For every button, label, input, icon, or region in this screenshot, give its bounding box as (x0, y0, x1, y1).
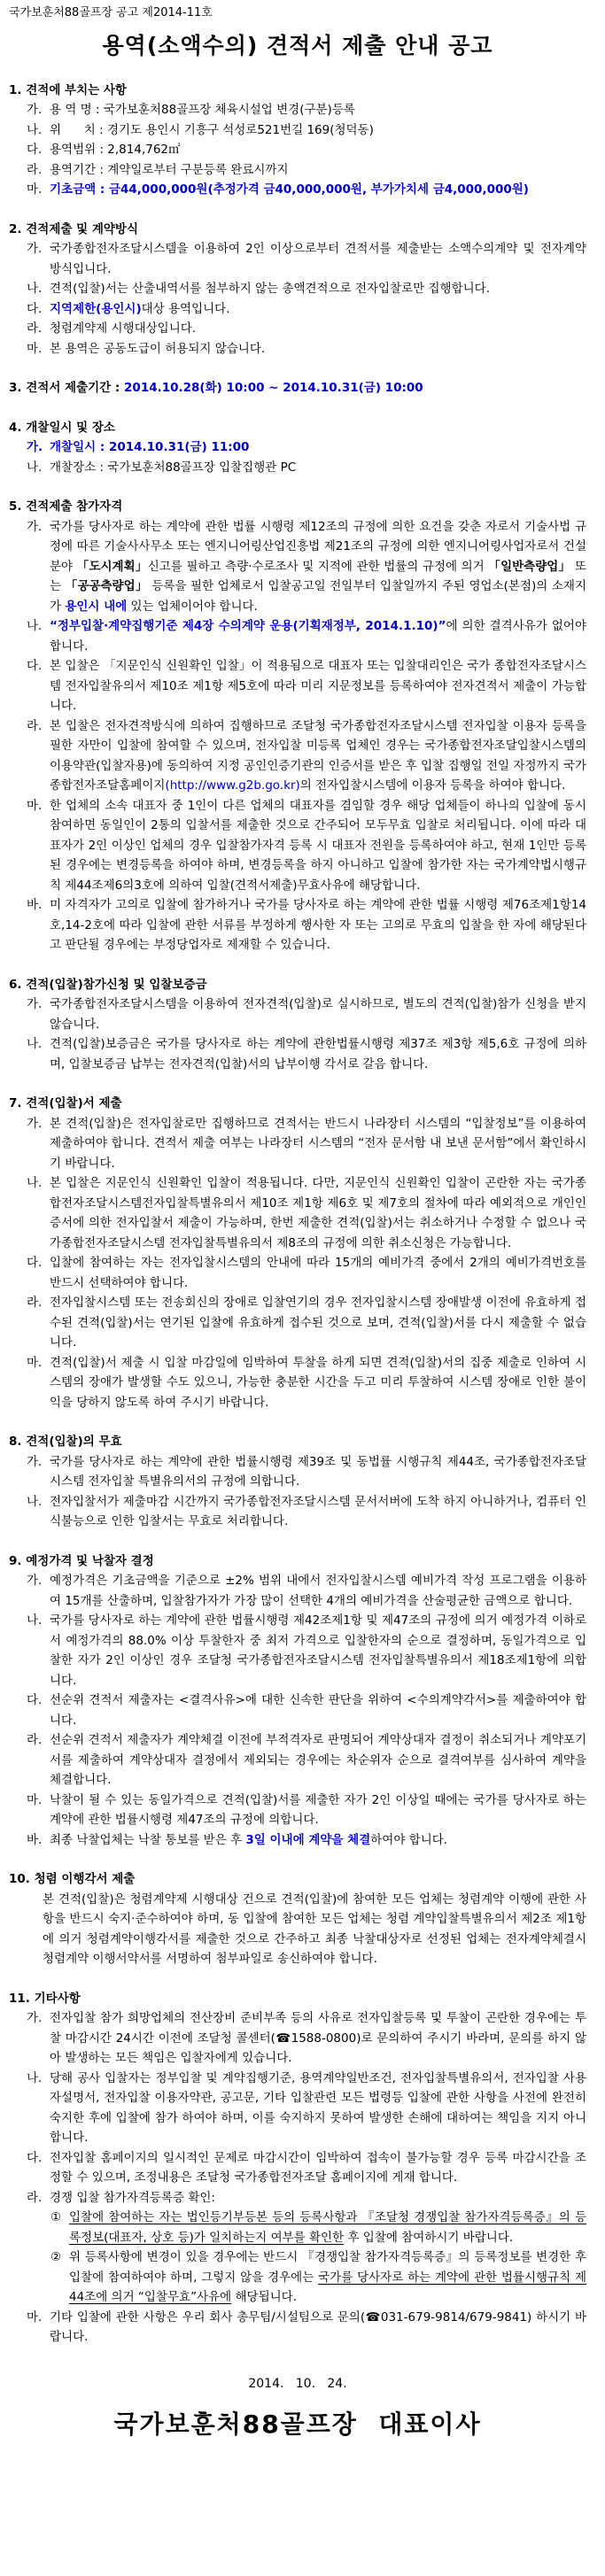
text-run: 또는 (50, 559, 586, 593)
item-label: 라. (27, 718, 43, 733)
text-run: 「공공측량업」 (65, 579, 148, 593)
item-label: 다. (27, 143, 43, 157)
section-1 (9, 81, 586, 200)
text-run: 위 등록사항에 변경이 있을 경우에는 반드시 『경쟁입찰 참가자격등록증』의 등록정보를 변경한 후 입찰에 참여하여야 하며, 그렇지 않을 경우에는 (69, 2250, 586, 2285)
doc-item (9, 796, 586, 896)
text-run: 본 견적(입찰)은 전자입찰로만 집행하므로 견적서는 반드시 나라장터 시스템의 “입찰정보”를 이용하여 제출하여야 합니다. 견적서 제출 여부는 나라장터 시스템의 “전자 문서함 내 보낸 문서함”에서 확인하시기 바랍니다. (50, 1116, 586, 1171)
doc-item (9, 1492, 586, 1532)
text-run: 견적(입찰)보증금은 국가를 당사자로 하는 계약에 관한법률시행령 제37조 제3항 제5,6호 규정에 의하며, 입찰보증금 납부는 전자견적(입찰)서의 납부이행 각서로 갈음 합니다. (50, 1037, 586, 1071)
doc-item (9, 1830, 586, 1851)
text-run: 「도시계획」 (76, 559, 148, 574)
text-run: 견적(입찰)의 무효 (26, 1435, 122, 1449)
doc-item (9, 140, 586, 160)
section-heading (9, 81, 586, 101)
doc-item (9, 160, 586, 181)
doc-item (9, 2188, 586, 2209)
section-3 (9, 378, 586, 398)
section-5 (9, 497, 586, 955)
text-run: 국가를 당사자로 하는 계약에 관한 법률시행령 제42조제1항 및 제47조의 규정에 의거 예정가격 이하로서 예정가격의 88.0% 이상 투찰한자 중 최저 가격으로 입찰한자의 순으로 결정하며, 동일가격으로 입찰한 자가 2인 이상인 경우 조달청 국가종합전자조달시스템 전자입찰특별유의서 제18조제1항에 의합니다. (50, 1613, 586, 1688)
section-number: 10. (9, 1872, 35, 1886)
text-run: 예정가격은 기초금액을 기준으로 ±2% 범위 내에서 전자입찰시스템 예비가격 작성 프로그램을 이용하여 15개를 산출하며, 입찰참가자가 가장 많이 선택한 4개의 예비가격을 산술평균한 금액으로 합니다. (50, 1574, 586, 1608)
item-label: 가. (27, 1574, 43, 1588)
section-number: 6. (9, 977, 27, 992)
text-run: 예정가격 및 낙찰자 결정 (26, 1553, 154, 1568)
doc-item (9, 458, 586, 478)
section-heading (9, 975, 586, 995)
doc-item (9, 437, 586, 458)
item-label: 라. (27, 2190, 43, 2205)
text-run: 기타 입찰에 관한 사항은 우리 회사 총무팀/시설팀으로 문의(☎031-679-9814/679-9841) 하시기 바랍니다. (50, 2309, 586, 2344)
section-6 (9, 975, 586, 1075)
doc-item (9, 1114, 586, 1174)
section-heading (9, 1989, 586, 2009)
doc-item (9, 279, 586, 299)
doc-item (9, 1452, 586, 1492)
item-label: 나. (27, 122, 43, 137)
doc-item (9, 1730, 586, 1791)
text-run: 입찰에 참여하는 자는 전자입찰시스템의 안내에 따라 15개의 예비가격 중에서 2개의 예비가격번호를 반드시 선택하여야 합니다. (50, 1256, 586, 1290)
text-run: 3일 이내에 계약을 체결 (245, 1832, 371, 1847)
item-label: 다. (27, 2150, 43, 2165)
text-run: 국가를 당사자로 하는 계약에 관한 법률시행령 제39조 및 동법률 시행규칙 제44조, 국가종합전자조달시스템 전자입찰 특별유의서의 규정에 의합니다. (50, 1454, 586, 1489)
item-label: 라. (27, 1296, 43, 1310)
doc-item (9, 2247, 586, 2308)
item-label: 가. (27, 519, 43, 534)
item-label: 다. (27, 659, 43, 673)
doc-item (9, 339, 586, 360)
item-label: 나. (27, 2070, 43, 2085)
text-run: 본 용역은 공동도급이 허용되지 않습니다. (50, 341, 266, 356)
doc-item (9, 2069, 586, 2148)
section-9 (9, 1551, 586, 1851)
doc-item (9, 299, 586, 320)
item-label: 다. (27, 1256, 43, 1270)
doc-item (9, 616, 586, 656)
doc-item (9, 1253, 586, 1293)
document-sections (9, 81, 586, 2348)
text-run: 낙찰이 될 수 있는 동일가격으로 견적(입찰)서를 제출한 자가 2인 이상일 때에는 국가를 당사자로 하는 계약에 관한 법률시행령 제47조의 규정에 의합니다. (50, 1792, 586, 1827)
text-run: 견적에 부치는 사항 (26, 82, 127, 97)
text-run: 선순위 견적서 제출자는 <결격사유>에 대한 신속한 판단을 위하여 <수의계약각서>를 제출하여야 합니다. (50, 1693, 586, 1728)
text-run: 경쟁 입찰 참가자격등록증 확인: (50, 2190, 215, 2205)
section-7 (9, 1094, 586, 1412)
section-heading (9, 497, 586, 517)
text-run: 청렴 이행각서 제출 (34, 1872, 136, 1886)
doc-item (9, 1890, 586, 1969)
text-run: 본 입찰은 전자견적방식에 의하여 집행하므로 조달청 국가종합전자조달시스템 전자입찰 이용자 등록을 필한 자만이 입찰에 참여할 수 있으며, 전자입찰 미등록 업체인 경우는 국가종합전자조달입찰시스템의 이용약관(입찰자용)에 동의하여 지정 공인인증기관의 인증서를 받은 후 입찰 집행일 전일 자정까지 국가종합전자조달홈페이지 (50, 718, 586, 793)
signature-line: 국가보훈처88골프장 대표이사 (113, 2410, 482, 2439)
doc-item (9, 1571, 586, 1611)
section-number: 4. (9, 420, 27, 435)
text-run: 대상 용역입니다. (141, 301, 230, 316)
text-run: 기타사항 (34, 1991, 81, 2006)
section-number: 11. (9, 1991, 35, 2006)
doc-item (9, 895, 586, 955)
item-label: 바. (27, 898, 43, 912)
text-run: 후 입찰에 참여하시기 바랍니다. (344, 2230, 514, 2245)
notice-number: 국가보훈처88골프장 공고 제2014-11호 (9, 6, 213, 19)
item-label: 마. (27, 182, 43, 197)
item-label: 마. (27, 798, 43, 813)
item-label: 나. (27, 460, 43, 475)
text-run: 본 입찰은 지문인식 신원확인 입찰이 적용됩니다. 다만, 지문인식 신원확인 입찰이 곤란한 자는 국가종합전자조달시스템전자입찰특별유의서 제10조 제1항 제6호 및 제7호의 절차에 따라 예외적으로 개인인증서에 의한 전자입찰서 제출이 가능하며, 한번 제출한 견적(입찰)서는 취소하거나 수정할 수 없으나 국가종합전자조달시스템 전자입찰특별유의서 제8조의 규정에 의한 취소신청은 가능합니다. (50, 1176, 586, 1250)
text-run: 청렴계약제 시행대상입니다. (50, 321, 197, 336)
text-run: 국가를 당사자로 하는 계약에 관한 법률시행규칙 제44조에 의거 “입찰무효”사유에 (69, 2270, 586, 2304)
text-run: 2014.10.28(화) 10:00 ~ 2014.10.31(금) 10:00 (124, 381, 423, 395)
section-heading (9, 1869, 586, 1890)
item-label: 나. (27, 619, 43, 633)
text-run: 전자입찰서가 제출마감 시간까지 국가종합전자조달시스템 문서서버에 도착 하지 아니하거나, 컴퓨터 인식불능으로 인한 입찰서는 무효로 처리합니다. (50, 1494, 586, 1528)
section-number: 7. (9, 1096, 27, 1110)
doc-item (9, 1034, 586, 1074)
text-run: 개찰일시 및 장소 (26, 420, 115, 435)
text-run: 국가를 당사자로 하는 계약에 관한 법률 시행령 제12조의 규정에 의한 요건을 갖춘 자로서 기술사법 규정에 따른 기술사사무소 또는 엔지니어링산업진흥법 제21조의 규정에 의한 엔지니어링사업자로서 건설분야 (50, 519, 586, 574)
doc-item (9, 2208, 586, 2247)
doc-item (9, 100, 586, 120)
text-run: 견적(입찰)참가신청 및 입찰보증금 (26, 977, 207, 992)
text-run: “정부입찰·계약집행기준 제4장 수의계약 운용(기획재정부, 2014.1.10)” (50, 619, 446, 633)
item-label: 나. (27, 1037, 43, 1051)
text-run: 견적서 제출기간 : (26, 381, 125, 395)
section-number: 3. (9, 381, 27, 395)
item-label: 라. (27, 321, 43, 336)
text-run: 미 자격자가 고의로 입찰에 참가하거나 국가를 당사자로 하는 계약에 관한 법률 시행령 제76조제1항14호,14-2호에 따라 입찰에 관한 서류를 부정하게 행사한 자 또는 고의로 무효의 입찰을 한 자에 해당된다고 판단될 경우에는 부정당업자로 제재할 수 있습니다. (50, 898, 586, 952)
section-8 (9, 1432, 586, 1532)
text-run: 의 전자입찰시스템에 이용자 등록을 하여야 합니다. (299, 778, 566, 793)
text-run: 견적(입찰)서 제출 시 입찰 마감일에 임박하여 투찰을 하게 되면 견적(입찰)서의 집중 제출로 인하여 시스템의 장애가 발생할 수도 있으니, 가능한 충분한 시간을 두고 미리 투찰하여 시스템 장애로 인한 불이익을 당하지 않도록 하여 주시기 바랍니다. (50, 1355, 586, 1410)
item-label: 마. (27, 1792, 43, 1807)
doc-item (9, 120, 586, 141)
item-label: 마. (27, 341, 43, 356)
doc-item (9, 1173, 586, 1253)
doc-item (9, 2148, 586, 2188)
text-run: 본 입찰은 「지문인식 신원확인 입찰」이 적용됨으로 대표자 또는 입찰대리인은 국가 종합전자조달시스템 전자입찰유의서 제10조 제1항 제5호에 따라 미리 지문정보를 등록하여야 전자견적서 제출이 가능합니다. (50, 659, 586, 713)
doc-item (9, 656, 586, 716)
text-run: 최종 낙찰업체는 낙찰 통보를 받은 후 (50, 1832, 246, 1847)
section-11 (9, 1989, 586, 2348)
announcement-date: 2014. 10. 24. (248, 2376, 347, 2391)
section-heading (9, 418, 586, 438)
text-run: 개찰장소 : 국가보훈처88골프장 입찰집행관 PC (50, 460, 297, 475)
section-heading (9, 1551, 586, 1572)
text-run: 전자입찰 홈페이지의 일시적인 문제로 마감시간이 임박하여 접속이 불가능할 경우 등록 마감시간을 조정할 수 있으며, 조정내용은 조달청 국가종합전자조달 홈페이지에 게재 합니다. (50, 2150, 586, 2185)
text-run: 당해 공사 입찰자는 정부입찰 및 계약집행기준, 용역계약일반조건, 전자입찰특별유의서, 전자입찰 사용자설명서, 전자입찰 이용자약관, 공고문, 기타 입찰관련 모든 법령등 입찰에 관한 사항을 사전에 완전히 숙지한 후에 입찰에 참가 하여야 하며, 이를 숙지하지 못하여 발생한 손해에 대하여는 책임을 지지 아니합니다. (50, 2070, 586, 2145)
text-run: 「일반측량업」 (488, 559, 571, 574)
text-run: 국가종합전자조달시스템을 이용하여 전자견적(입찰)로 실시하므로, 별도의 견적(입찰)참가 신청을 받지 않습니다. (50, 997, 586, 1032)
doc-item (9, 319, 586, 339)
section-2 (9, 220, 586, 360)
text-run: 용인시 내에 (65, 599, 128, 614)
doc-item (9, 2008, 586, 2069)
item-label: 가. (27, 1454, 43, 1469)
item-label: 라. (27, 1733, 43, 1747)
section-number: 8. (9, 1435, 27, 1449)
text-run: 본 견적(입찰)은 청렴계약제 시행대상 건으로 견적(입찰)에 참여한 모든 업체는 청렴계약 이행에 관한 사항을 반드시 숙지·준수하여야 하며, 동 입찰에 참여한 모든 업체는 청렴 계약입찰특별유의서 제2조 제1항에 의거 청렴계약이행각서를 제출한 것으로 간주하고 최종 낙찰대상자로 선정된 업체는 전자계약체결시 청렴계약 이행서약서를 서명하여 첨부파일로 송신하여야 합니다. (43, 1891, 586, 1966)
doc-item (9, 239, 586, 279)
item-label: 가. (27, 997, 43, 1011)
text-run: 용역범위 : 2,814,762㎡ (50, 143, 181, 157)
text-run: 입찰에 참여하는 자는 법인등기부등본 등의 등록사항과 『조달청 경쟁입찰 참가자격등록증』의 등록정보(대표자, 상호 등)가 일치하는지 여부를 확인한 (69, 2210, 586, 2245)
doc-item (9, 180, 586, 200)
text-run: 용 역 명 : 국가보훈처88골프장 체육시설업 변경(구분)등록 (50, 103, 355, 117)
text-run: 기초금액 : 금44,000,000원(추정가격 금40,000,000원, 부가가치세 금4,000,000원) (50, 182, 529, 197)
section-number: 1. (9, 82, 27, 97)
doc-item (9, 1690, 586, 1730)
text-run: 위 치 : 경기도 용인시 기흥구 석성로521번길 169(청덕동) (50, 122, 374, 137)
item-label: 나. (27, 1176, 43, 1190)
text-run: 한 업체의 소속 대표자 중 1인이 다른 업체의 대표자를 겸임할 경우 해당 업체들이 하나의 입찰에 동시 참여하면 동일인이 2통의 입찰서를 제출한 것으로 간주되어 모두무효 입찰로 처리됩니다. 이에 따라 대표자가 2인 이상인 업체의 경우 입찰참가자격 등록 시 대표자 전원을 등록하여야 하고, 현재 1인만 등록된 경우에는 변경등록을 하여야 하며, 변경등록을 하지 아니하고 입찰에 참가한 자는 국가계약법시행규칙 제44조제6의3호에 의하여 입찰(견적서제출)무효사유에 해당합니다. (50, 798, 586, 893)
text-run: 신고를 필하고 측량·수로조사 및 지적에 관한 법률의 규정에 의거 (147, 559, 489, 574)
item-label: ① (50, 2210, 62, 2224)
section-heading (9, 1432, 586, 1452)
text-run: 견적제출 참가자격 (26, 499, 123, 514)
item-label: 라. (27, 162, 43, 177)
text-run: 견적(입찰)서는 산출내역서를 첨부하지 않는 총액견적으로 전자입찰로만 집행합니다. (50, 282, 491, 296)
text-run: 해당됩니다. (231, 2290, 297, 2304)
item-label: 마. (27, 2309, 43, 2325)
doc-item (9, 1611, 586, 1690)
text-run: 하여야 합니다. (370, 1832, 448, 1847)
item-label: 바. (27, 1832, 43, 1847)
text-run: 전자입찰시스템 또는 전송회신의 장애로 입찰연기의 경우 전자입찰시스템 장애발생 이전에 유효하게 접수된 견적(입찰)서는 연기된 입찰에 유효하게 접수된 것으로 보며, 견적(입찰)서를 다시 제출할 수 없습니다. (50, 1296, 586, 1350)
item-label: 나. (27, 1613, 43, 1628)
doc-item (9, 1353, 586, 1413)
doc-item (9, 716, 586, 796)
text-run: 지역제한(용인시) (50, 301, 142, 316)
text-run: 개찰일시 : 2014.10.31(금) 11:00 (50, 440, 250, 454)
section-heading (9, 1094, 586, 1114)
item-label: 다. (27, 301, 43, 316)
text-run: 전자입찰 참가 희망업체의 전산장비 준비부족 등의 사유로 전자입찰등록 및 투찰이 곤란한 경우에는 투찰 마감시간 24시간 이전에 조달청 콜센터(☎1588-0800)로 문의하여 주시기 바라며, 문의를 하지 않아 발생하는 모든 책임은 입찰자에게 있습니다. (50, 2011, 586, 2065)
item-label: 가. (27, 2011, 43, 2025)
item-label: ② (50, 2250, 62, 2264)
item-label: 가. (27, 103, 43, 117)
section-10 (9, 1869, 586, 1969)
section-heading (9, 378, 586, 398)
section-4 (9, 418, 586, 478)
text-run: 선순위 견적서 제출자가 계약체결 이전에 부적격자로 판명되어 계약상대자 결정이 취소되거나 계약포기서를 제출하여 계약상대자 결정에서 제외되는 경우에는 차순위자 순으로 결격여부를 심사하여 계약을 체결합니다. (50, 1733, 586, 1787)
text-run: 용역기간 : 계약일로부터 구분등록 완료시까지 (50, 162, 289, 177)
text-run: 등록을 필한 업체로서 입찰공고일 전일부터 입찰일까지 주된 영업소(본점)의 소재지가 (50, 579, 586, 614)
doc-item (9, 1791, 586, 1830)
text-run: 에 의한 결격사유가 없어야 합니다. (50, 619, 586, 654)
section-number: 9. (9, 1553, 27, 1568)
item-label: 가. (27, 440, 43, 454)
section-number: 2. (9, 221, 27, 236)
page-title: 용역(소액수의) 견적서 제출 안내 공고 (102, 32, 493, 58)
item-label: 가. (27, 242, 43, 256)
section-number: 5. (9, 499, 27, 514)
section-heading (9, 220, 586, 240)
item-label: 나. (27, 1494, 43, 1509)
item-label: 가. (27, 1116, 43, 1131)
item-label: 마. (27, 1355, 43, 1370)
g2b-link[interactable]: (http://www.g2b.go.kr) (165, 778, 300, 793)
text-run: 국가종합전자조달시스템을 이용하여 2인 이상으로부터 견적서를 제출받는 소액수의계약 및 전자계약 방식입니다. (50, 242, 586, 276)
doc-item (9, 1293, 586, 1353)
item-label: 다. (27, 1693, 43, 1707)
item-label: 나. (27, 282, 43, 296)
text-run: 견적제출 및 계약방식 (26, 221, 139, 236)
doc-item (9, 2308, 586, 2348)
text-run: 견적(입찰)서 제출 (26, 1096, 122, 1110)
doc-item (9, 994, 586, 1034)
doc-item (9, 517, 586, 617)
text-run: 있는 업체이어야 합니다. (127, 599, 258, 614)
